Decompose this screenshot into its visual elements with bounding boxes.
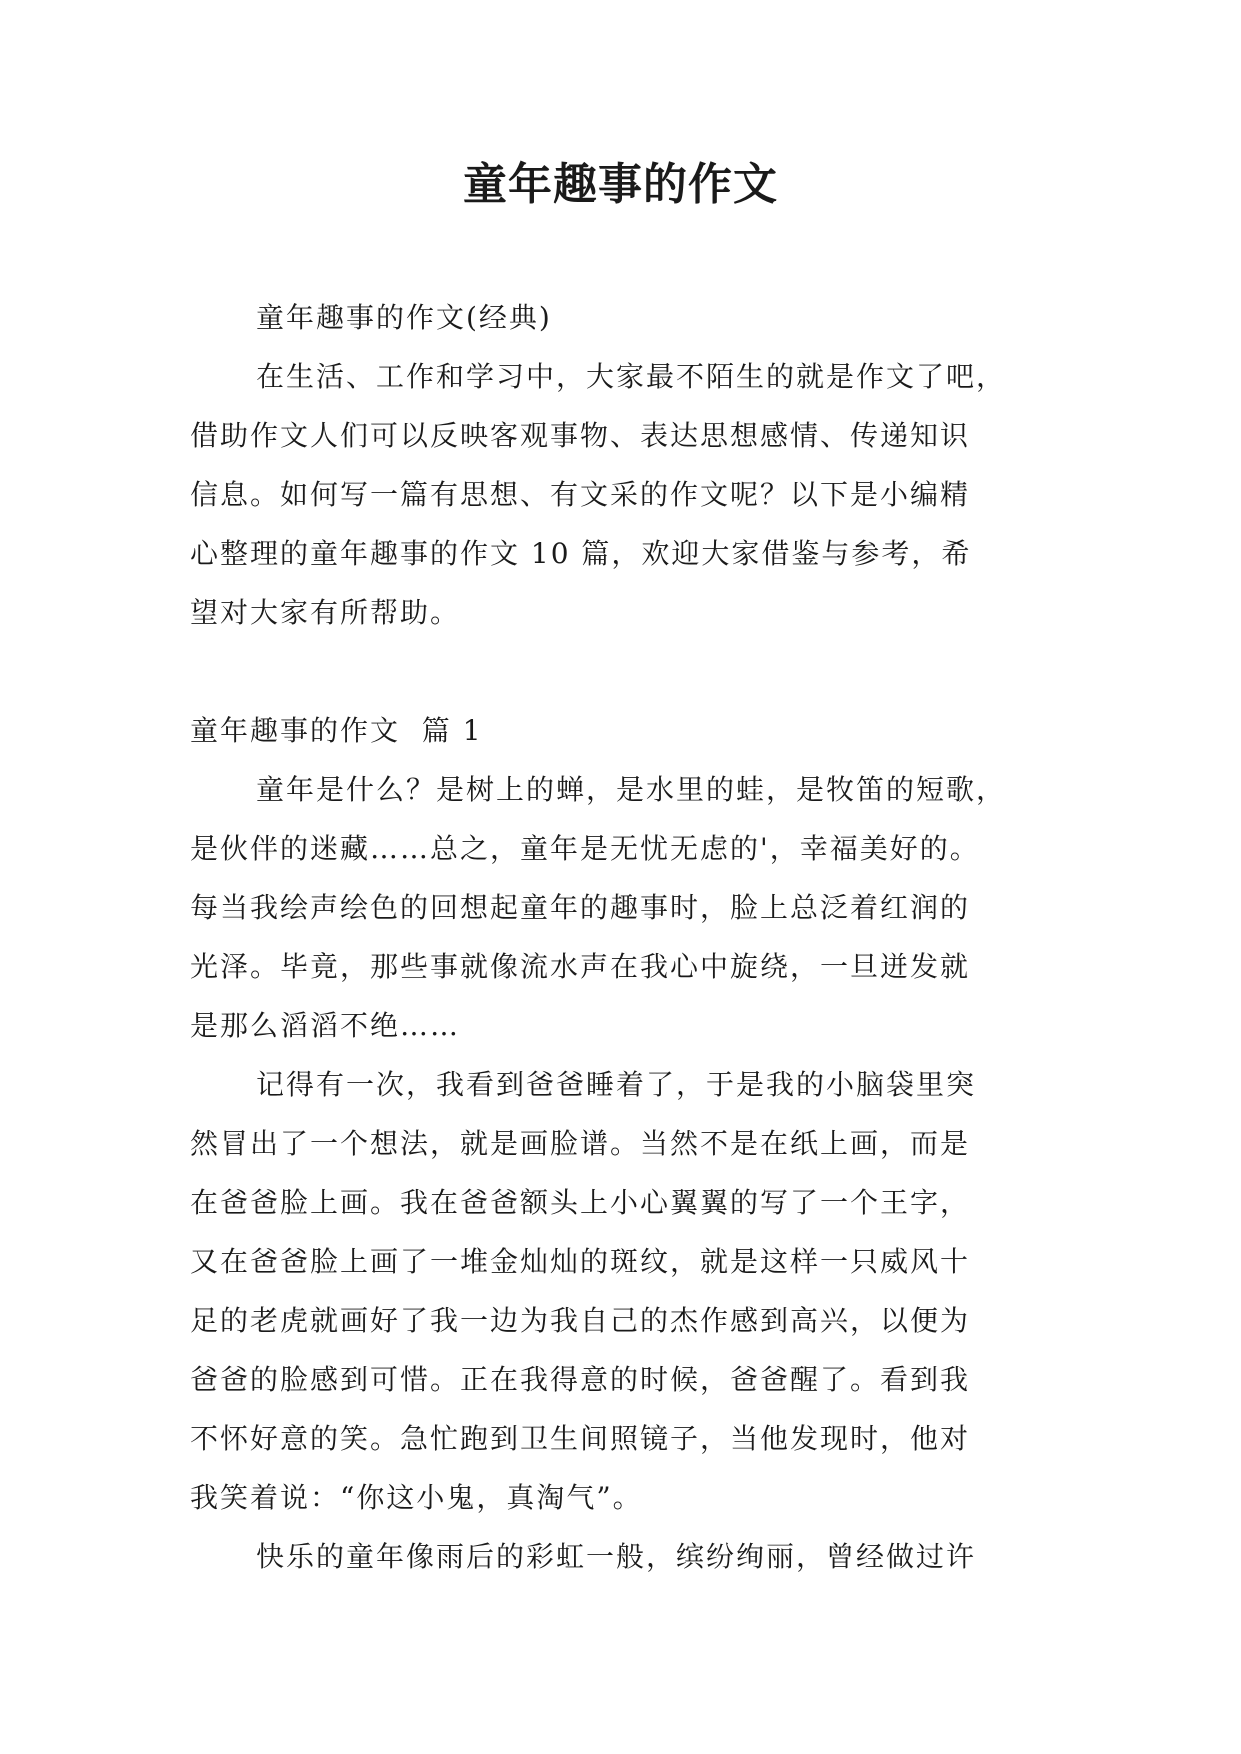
paragraph-line: 然冒出了一个想法，就是画脸谱。当然不是在纸上画，而是	[190, 1127, 971, 1160]
intro-line: 在生活、工作和学习中，大家最不陌生的就是作文了吧，	[256, 360, 1007, 393]
paragraph-spacer	[190, 642, 1070, 701]
paragraph-line: 在爸爸脸上画。我在爸爸额头上小心翼翼的写了一个王字，	[190, 1186, 971, 1219]
paragraph-line: 爸爸的脸感到可惜。正在我得意的时候，爸爸醒了。看到我	[190, 1363, 971, 1396]
paragraph-line: 记得有一次，我看到爸爸睡着了，于是我的小脑袋里突	[256, 1068, 977, 1101]
paragraph-line: 童年是什么？是树上的蝉，是水里的蛙，是牧笛的短歌，	[256, 773, 1007, 806]
paragraph-line: 足的老虎就画好了我一边为我自己的杰作感到高兴，以便为	[190, 1304, 971, 1337]
section-heading: 童年趣事的作文 篇 1	[190, 714, 483, 747]
paragraph-line: 我笑着说：“你这小鬼，真淘气”。	[190, 1481, 643, 1514]
document-title: 童年趣事的作文	[463, 159, 778, 210]
intro-line: 信息。如何写一篇有思想、有文采的作文呢？以下是小编精	[190, 478, 971, 511]
paragraph-line: 光泽。毕竟，那些事就像流水声在我心中旋绕，一旦迸发就	[190, 950, 971, 983]
body-paragraph-3	[190, 1527, 1070, 1586]
intro-line: 心整理的童年趣事的作文 10 篇，欢迎大家借鉴与参考，希	[190, 537, 972, 570]
body-paragraph-2	[190, 1055, 1070, 1527]
paragraph-line: 又在爸爸脸上画了一堆金灿灿的斑纹，就是这样一只威风十	[190, 1245, 971, 1278]
document-subtitle: 童年趣事的作文(经典)	[256, 301, 552, 334]
intro-line: 借助作文人们可以反映客观事物、表达思想感情、传递知识	[190, 419, 971, 452]
paragraph-line: 是伙伴的迷藏……总之，童年是无忧无虑的'，幸福美好的。	[190, 832, 980, 865]
paragraph-line: 快乐的童年像雨后的彩虹一般，缤纷绚丽，曾经做过许	[256, 1540, 977, 1573]
paragraph-line: 不怀好意的笑。急忙跑到卫生间照镜子，当他发现时，他对	[190, 1422, 971, 1455]
document-body	[190, 288, 1070, 1586]
paragraph-line: 每当我绘声绘色的回想起童年的趣事时，脸上总泛着红润的	[190, 891, 971, 924]
intro-line: 望对大家有所帮助。	[190, 596, 461, 629]
intro-paragraph	[190, 347, 1070, 642]
paragraph-line: 是那么滔滔不绝……	[190, 1009, 461, 1042]
body-paragraph-1	[190, 760, 1070, 1055]
